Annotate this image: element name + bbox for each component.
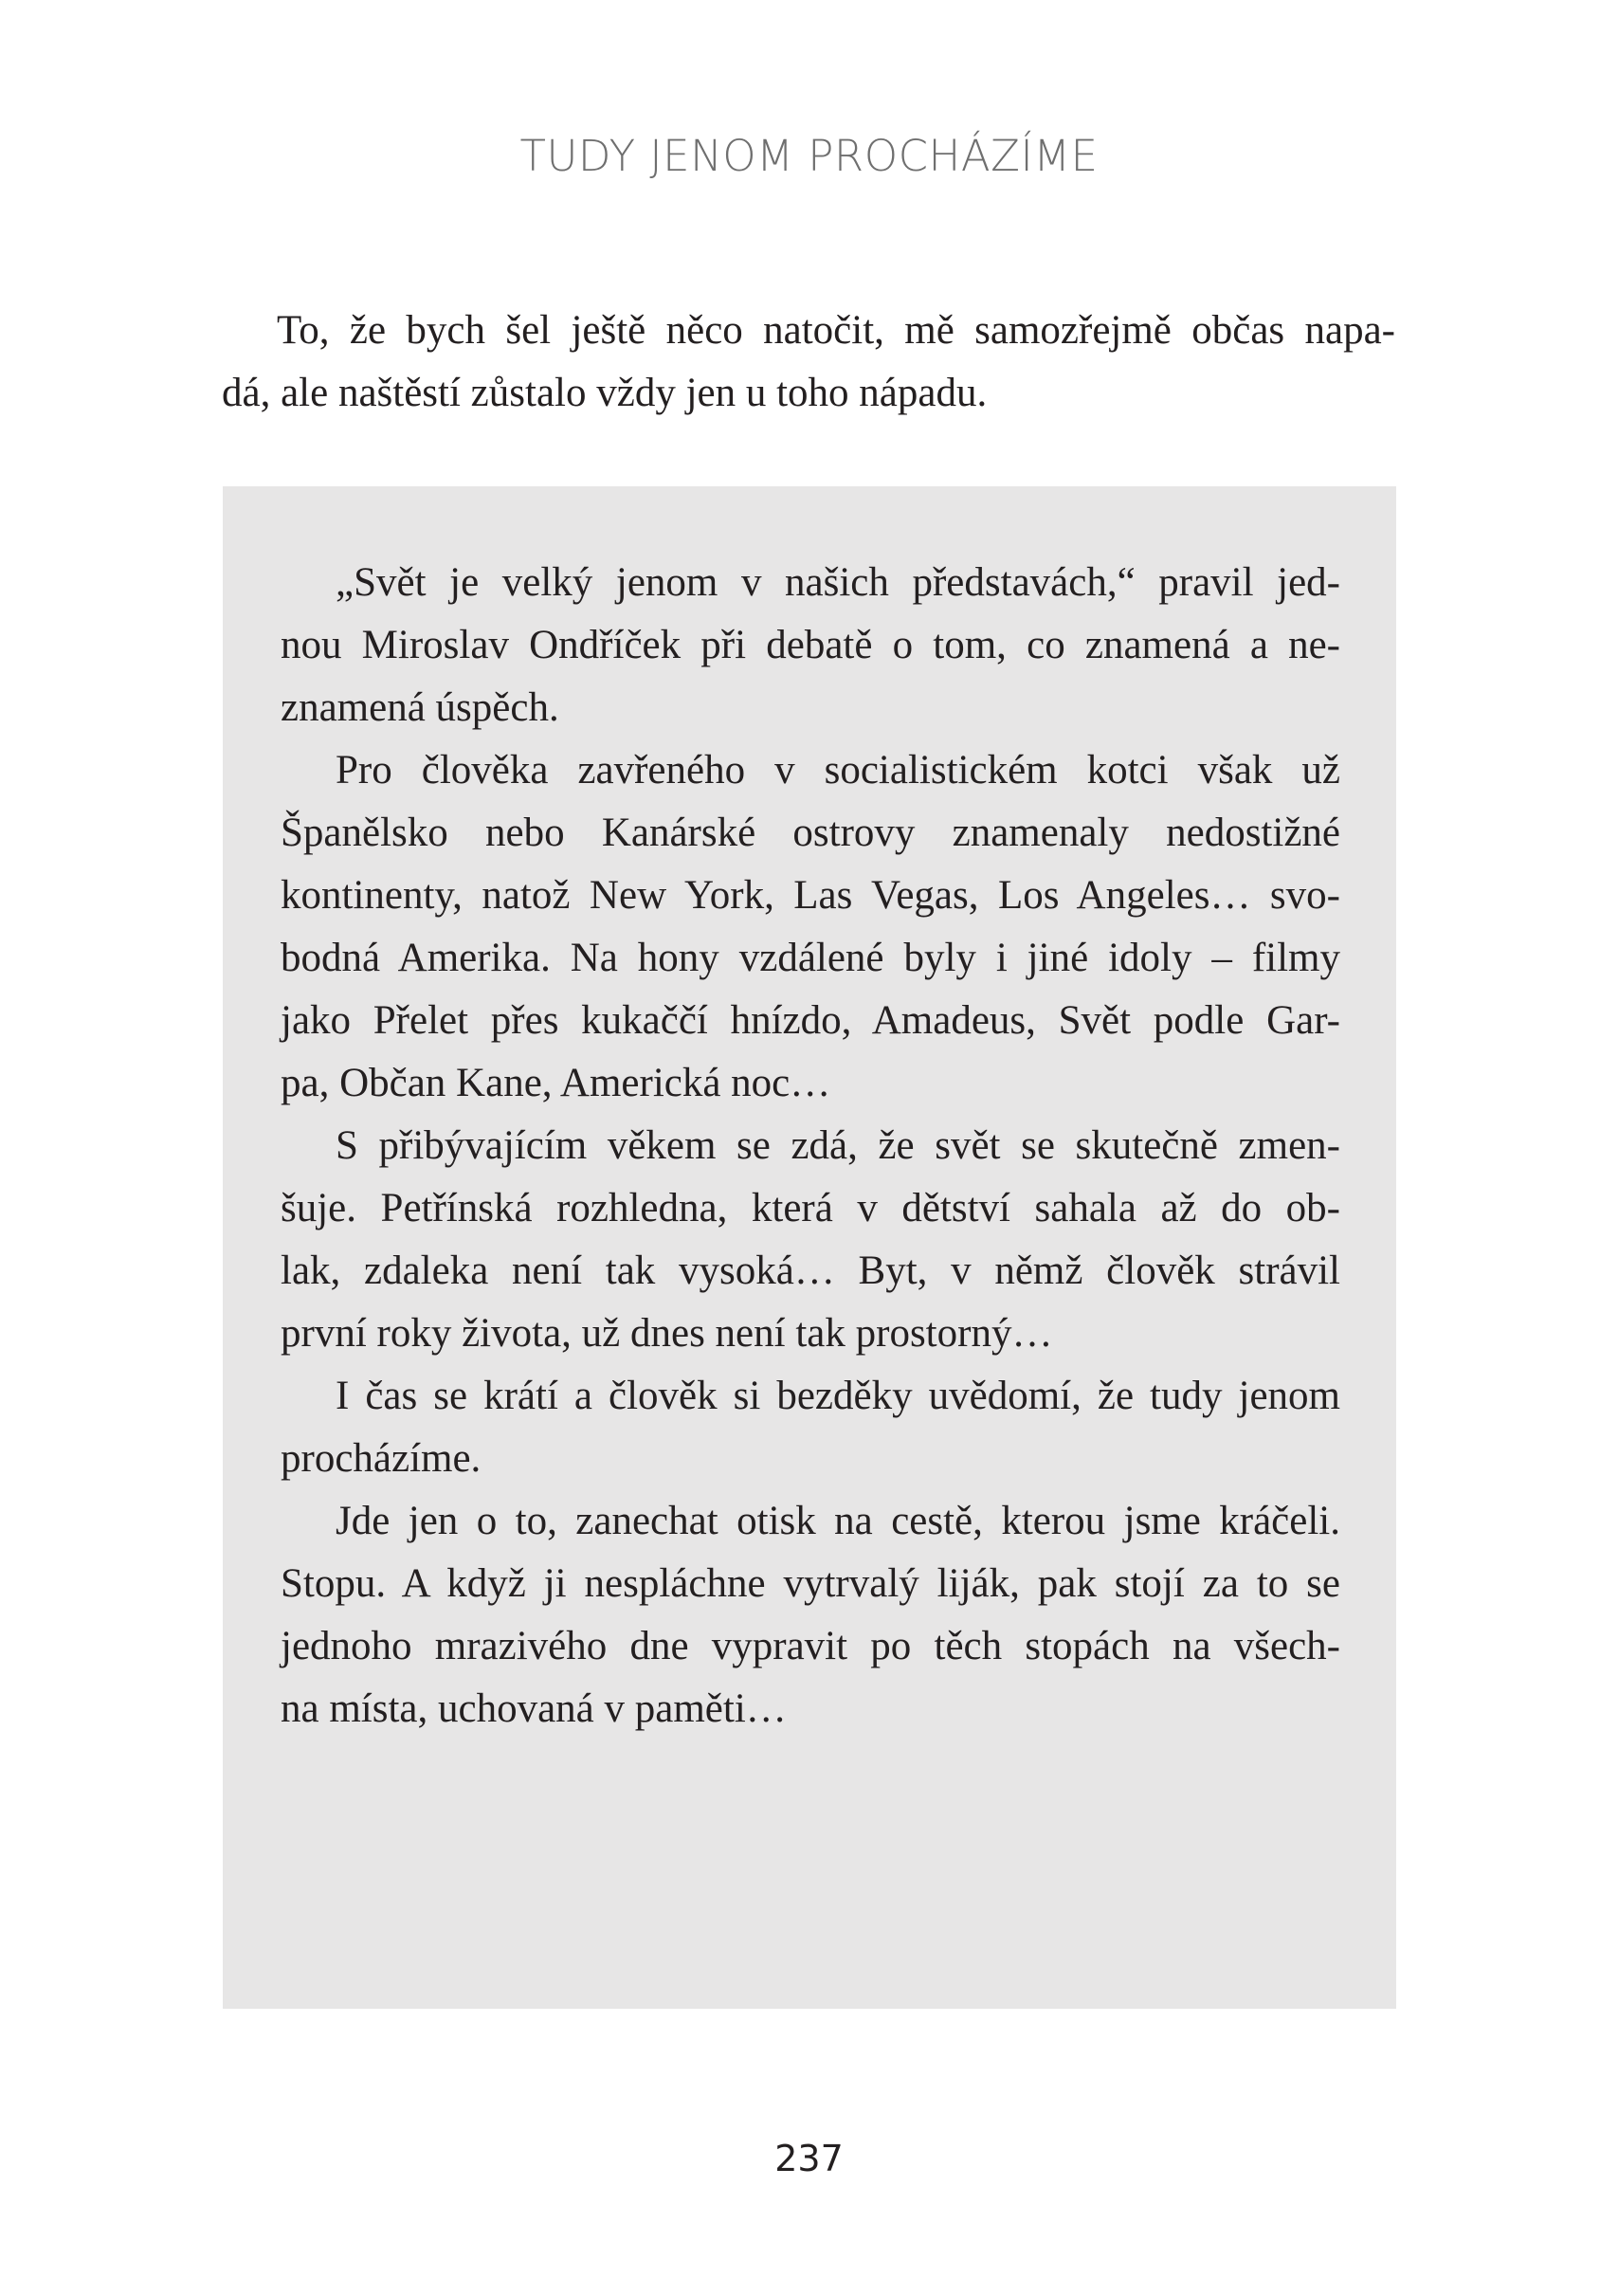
text-line: lak, zdaleka není tak vysoká… Byt, v němž člověk strávil (281, 1248, 1340, 1293)
box-paragraph-5 (281, 1490, 1340, 1740)
text-line: šuje. Petřínská rozhledna, která v dětství sahala až do ob- (281, 1186, 1340, 1230)
text-line: pa, Občan Kane, Americká noc… (281, 1061, 831, 1105)
text-line: jako Přelet přes kukaččí hnízdo, Amadeus, Svět podle Gar- (281, 998, 1340, 1043)
text-line: To, že bych šel ještě něco natočit, mě samozřejmě občas napa- (277, 308, 1395, 353)
text-line: procházíme. (281, 1436, 482, 1481)
box-paragraph-4 (281, 1365, 1340, 1490)
text-line: dá, ale naštěstí zůstalo vždy jen u toho nápadu. (222, 371, 988, 415)
text-line: kontinenty, natož New York, Las Vegas, Los Angeles… svo- (281, 873, 1340, 918)
text-line: bodná Amerika. Na hony vzdálené byly i jiné idoly – filmy (281, 936, 1340, 980)
intro-paragraph (222, 300, 1395, 425)
text-line: první roky života, už dnes není tak prostorný… (281, 1311, 1053, 1356)
quote-box-text (281, 552, 1340, 1740)
text-line: na místa, uchovaná v paměti… (281, 1686, 787, 1731)
box-paragraph-2 (281, 739, 1340, 1115)
text-line: I čas se krátí a člověk si bezděky uvědomí, že tudy jenom (336, 1374, 1340, 1418)
text-line: Španělsko nebo Kanárské ostrovy znamenaly nedostižné (281, 811, 1340, 855)
text-line: „Svět je velký jenom v našich představách,“ pravil jed- (336, 560, 1340, 605)
text-line: Jde jen o to, zanechat otisk na cestě, kterou jsme kráčeli. (336, 1499, 1340, 1543)
text-line: Stopu. A když ji nespláchne vytrvalý liják, pak stojí za to se (281, 1561, 1340, 1606)
text-line: jednoho mrazivého dne vypravit po těch stopách na všech- (281, 1624, 1340, 1668)
box-paragraph-3 (281, 1115, 1340, 1365)
text-line: nou Miroslav Ondříček při debatě o tom, co znamená a ne- (281, 623, 1340, 667)
text-line: Pro člověka zavřeného v socialistickém kotci však už (336, 748, 1340, 793)
text-line: znamená úspěch. (281, 685, 559, 730)
page-number: 237 (774, 2138, 844, 2179)
text-line: S přibývajícím věkem se zdá, že svět se skutečně zmen- (336, 1123, 1340, 1168)
running-head-title: TUDY JENOM PROCHÁZÍME (519, 131, 1099, 181)
box-paragraph-1 (281, 552, 1340, 739)
